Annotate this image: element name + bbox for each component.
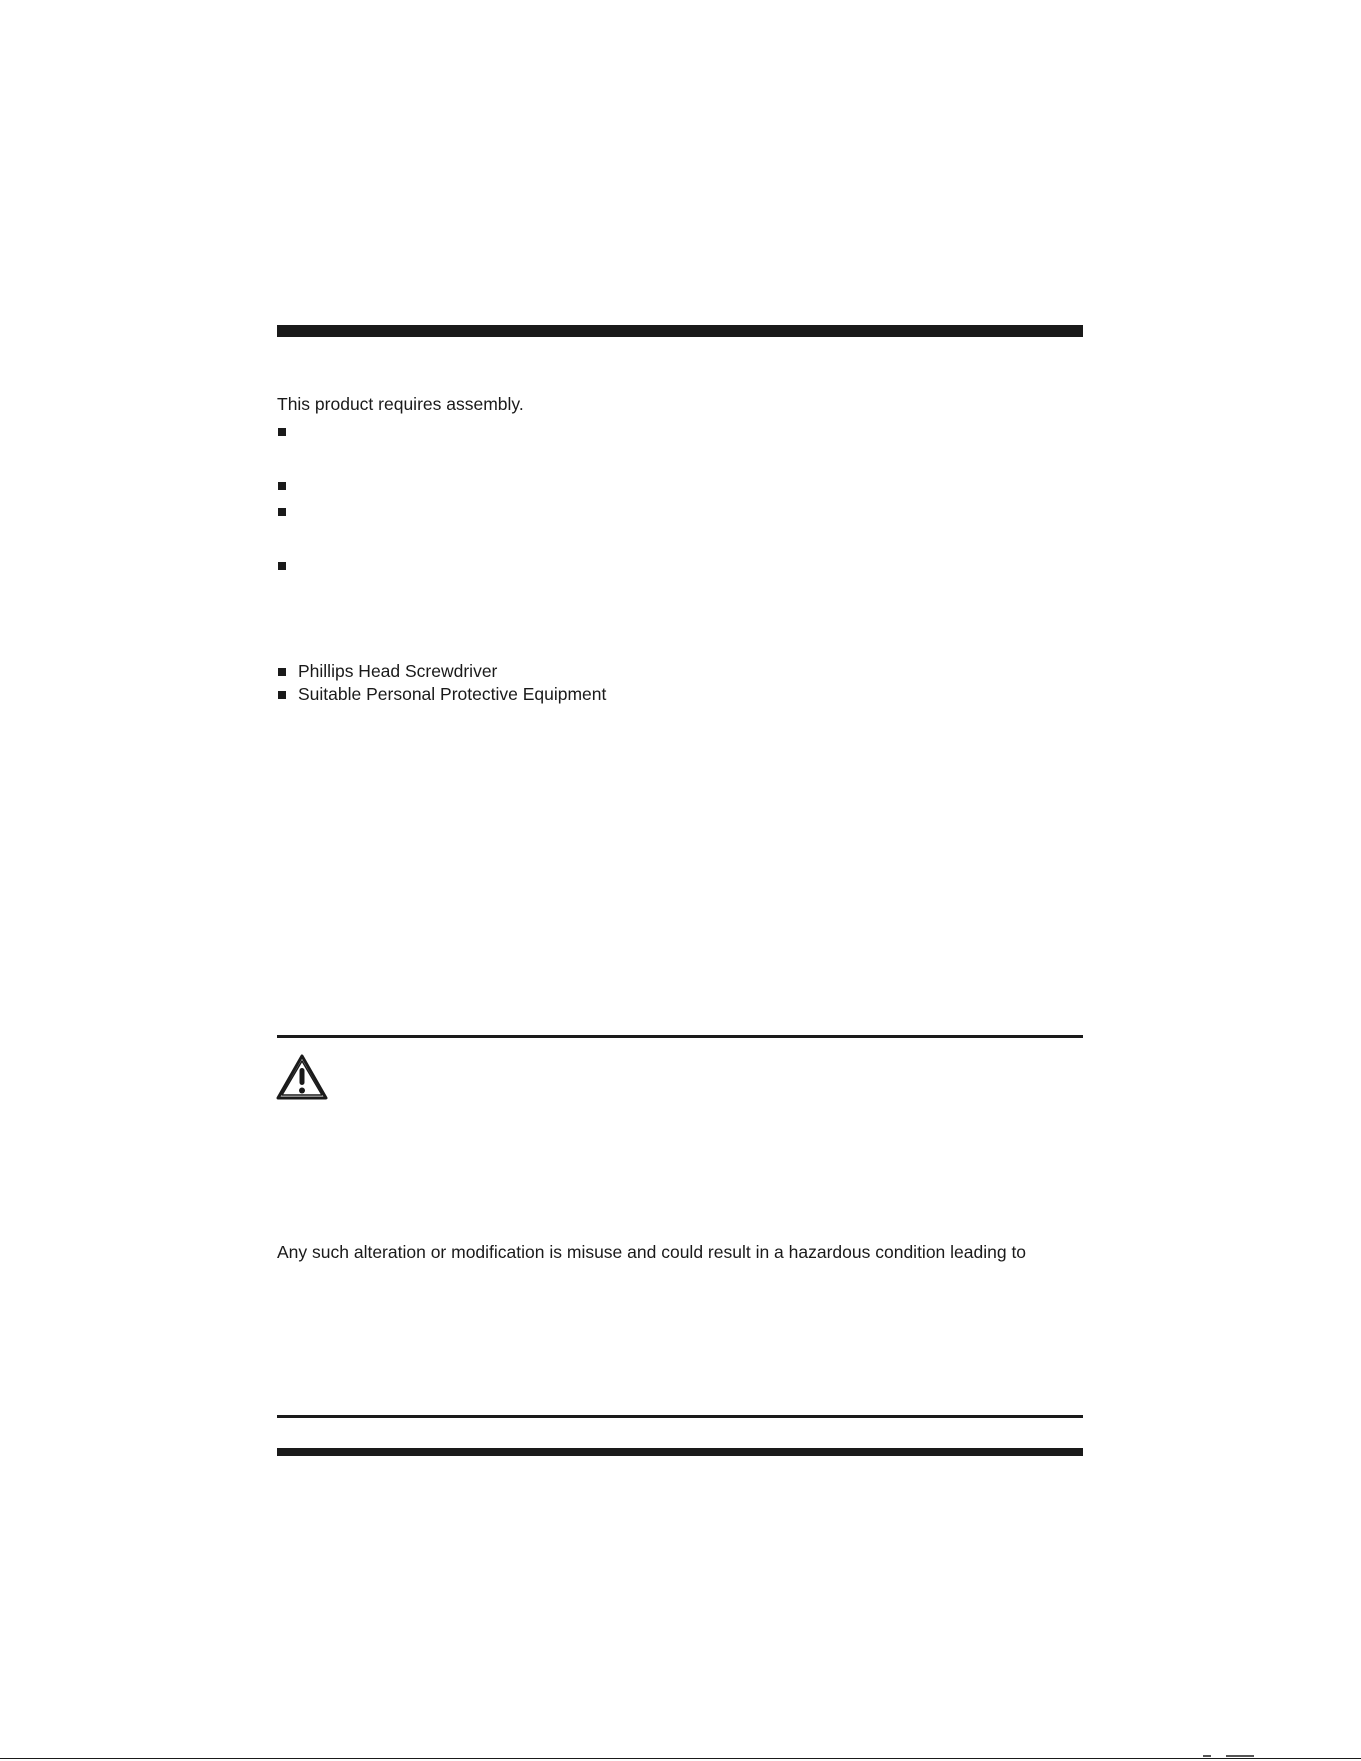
tool-label: Phillips Head Screwdriver [298,661,498,681]
warning-bottom-divider [277,1415,1083,1418]
warning-top-divider [277,1035,1083,1038]
warning-misuse-text: Any such alteration or modification is misuse and could result in a hazardous condition leading to [277,1242,1027,1262]
footer-mark [1203,1755,1211,1757]
bullet-marker [278,508,286,516]
assembly-intro-text: This product requires assembly. [277,394,524,414]
section-divider-thick [277,325,1083,337]
page-edge-line [0,1758,1361,1759]
warning-triangle-icon [276,1053,328,1101]
required-tools-list [277,660,606,706]
bullet-marker [278,482,286,490]
bullet-marker [278,428,286,436]
tool-label: Suitable Personal Protective Equipment [298,684,607,704]
bullet-marker [278,668,286,676]
section-divider-thick [277,1448,1083,1456]
bullet-marker [278,691,286,699]
list-item [277,660,606,683]
bullet-marker [278,562,286,570]
footer-mark [1226,1755,1254,1757]
list-item [277,683,606,706]
